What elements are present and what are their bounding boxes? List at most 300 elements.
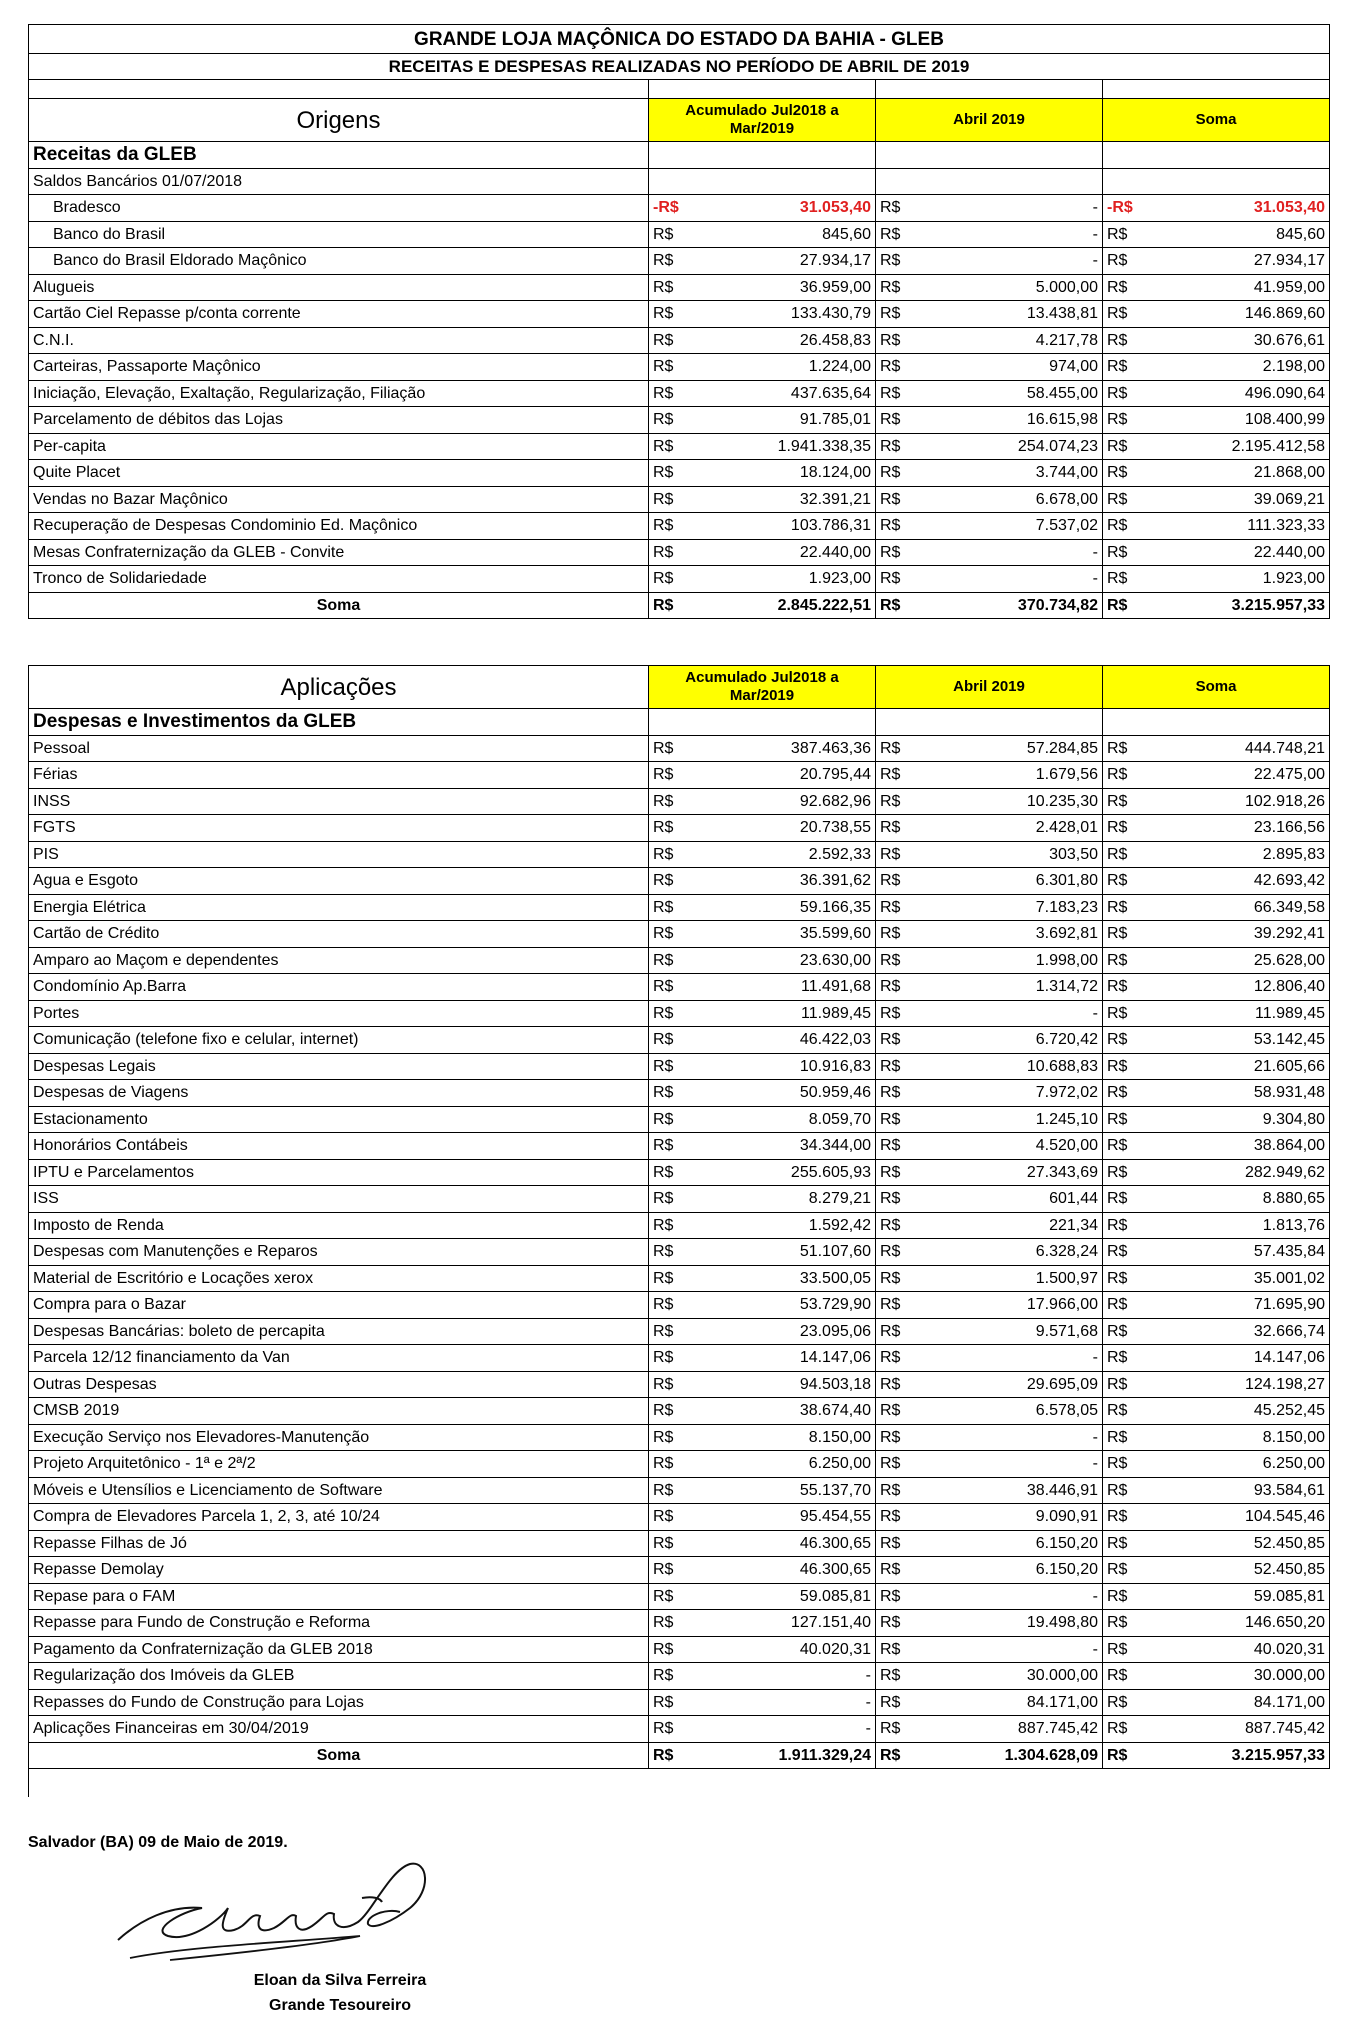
table-row (29, 1212, 1330, 1239)
currency-symbol: R$ (649, 1477, 685, 1504)
currency-symbol: R$ (1103, 354, 1139, 381)
month-value: 7.972,02 (912, 1080, 1103, 1107)
currency-symbol: R$ (1103, 1583, 1139, 1610)
accum-value: 387.463,36 (685, 735, 876, 762)
accum-value: 32.391,21 (685, 486, 876, 513)
currency-symbol: R$ (876, 1027, 912, 1054)
currency-symbol: R$ (876, 486, 912, 513)
month-value: 887.745,42 (912, 1716, 1103, 1743)
currency-symbol: R$ (876, 947, 912, 974)
signer-block (230, 1968, 450, 2018)
currency-symbol: R$ (1103, 513, 1139, 540)
month-value: 6.150,20 (912, 1557, 1103, 1584)
currency-symbol: R$ (876, 788, 912, 815)
currency-symbol: R$ (1103, 1159, 1139, 1186)
currency-symbol: R$ (649, 1080, 685, 1107)
row-label: Comunicação (telefone fixo e celular, internet) (29, 1027, 649, 1054)
month-value: - (912, 1345, 1103, 1372)
month-value: 1.679,56 (912, 762, 1103, 789)
month-value: - (912, 1636, 1103, 1663)
currency-symbol: R$ (1103, 592, 1139, 619)
accum-value: 34.344,00 (685, 1133, 876, 1160)
accum-value: 14.147,06 (685, 1345, 876, 1372)
currency-symbol: R$ (1103, 486, 1139, 513)
row-label: Despesas Bancárias: boleto de percapita (29, 1318, 649, 1345)
total-month: 370.734,82 (912, 592, 1103, 619)
currency-symbol: R$ (649, 921, 685, 948)
sum-value: 66.349,58 (1139, 894, 1330, 921)
table-row (29, 1239, 1330, 1266)
row-label: Portes (29, 1000, 649, 1027)
currency-symbol: R$ (649, 1689, 685, 1716)
table-row (29, 407, 1330, 434)
table-row (29, 1318, 1330, 1345)
row-label: Execução Serviço nos Elevadores-Manutenção (29, 1424, 649, 1451)
month-value: 6.720,42 (912, 1027, 1103, 1054)
accum-value: 94.503,18 (685, 1371, 876, 1398)
currency-symbol: R$ (876, 195, 912, 222)
month-value: 601,44 (912, 1186, 1103, 1213)
month-value: - (912, 1451, 1103, 1478)
sum-value: 9.304,80 (1139, 1106, 1330, 1133)
col-header-accum: Acumulado Jul2018 a Mar/2019 (649, 666, 876, 709)
row-label: PIS (29, 841, 649, 868)
table-row (29, 380, 1330, 407)
currency-symbol: R$ (876, 566, 912, 593)
currency-symbol: R$ (1103, 248, 1139, 275)
currency-symbol: R$ (876, 513, 912, 540)
row-label: Honorários Contábeis (29, 1133, 649, 1160)
accum-value: - (685, 1663, 876, 1690)
row-label: Pagamento da Confraternização da GLEB 2018 (29, 1636, 649, 1663)
currency-symbol: R$ (649, 1159, 685, 1186)
month-value: 17.966,00 (912, 1292, 1103, 1319)
accum-value: 26.458,83 (685, 327, 876, 354)
sum-value: 39.069,21 (1139, 486, 1330, 513)
currency-symbol: R$ (649, 513, 685, 540)
accum-value: 50.959,46 (685, 1080, 876, 1107)
currency-symbol: R$ (1103, 921, 1139, 948)
currency-symbol: R$ (649, 1133, 685, 1160)
sum-value: 1.813,76 (1139, 1212, 1330, 1239)
table-row (29, 301, 1330, 328)
currency-symbol: R$ (876, 327, 912, 354)
table-row (29, 486, 1330, 513)
currency-symbol: R$ (876, 1504, 912, 1531)
currency-symbol: R$ (876, 1398, 912, 1425)
table-row (29, 1345, 1330, 1372)
currency-symbol: R$ (649, 539, 685, 566)
currency-symbol: R$ (649, 1530, 685, 1557)
table-row (29, 1689, 1330, 1716)
signer-role: Grande Tesoureiro (269, 1997, 411, 2014)
month-value: 13.438,81 (912, 301, 1103, 328)
sum-value: 71.695,90 (1139, 1292, 1330, 1319)
table-row (29, 566, 1330, 593)
currency-symbol: R$ (876, 407, 912, 434)
row-label: Amparo ao Maçom e dependentes (29, 947, 649, 974)
table-row (29, 274, 1330, 301)
currency-symbol: R$ (876, 1159, 912, 1186)
month-value: - (912, 566, 1103, 593)
signer-name: Eloan da Silva Ferreira (253, 1972, 427, 1989)
table-row (29, 1610, 1330, 1637)
row-label: ISS (29, 1186, 649, 1213)
currency-symbol: R$ (1103, 301, 1139, 328)
row-label: Recuperação de Despesas Condominio Ed. Maçônico (29, 513, 649, 540)
table-row (29, 1663, 1330, 1690)
currency-symbol: R$ (876, 815, 912, 842)
month-value: 6.150,20 (912, 1530, 1103, 1557)
currency-symbol: R$ (1103, 1663, 1139, 1690)
accum-value: 59.085,81 (685, 1583, 876, 1610)
table-row (29, 788, 1330, 815)
table-row (29, 815, 1330, 842)
currency-symbol: R$ (649, 1716, 685, 1743)
table-row (29, 868, 1330, 895)
currency-symbol: R$ (1103, 1106, 1139, 1133)
currency-symbol: R$ (649, 460, 685, 487)
currency-symbol: R$ (1103, 1636, 1139, 1663)
sum-value: 45.252,45 (1139, 1398, 1330, 1425)
currency-symbol: R$ (876, 1610, 912, 1637)
month-value: 7.537,02 (912, 513, 1103, 540)
currency-symbol: R$ (876, 1186, 912, 1213)
currency-symbol: R$ (649, 868, 685, 895)
sum-value: 887.745,42 (1139, 1716, 1330, 1743)
currency-symbol: R$ (649, 788, 685, 815)
accum-value: 133.430,79 (685, 301, 876, 328)
currency-symbol: R$ (876, 1265, 912, 1292)
accum-value: 35.599,60 (685, 921, 876, 948)
table-row (29, 1371, 1330, 1398)
currency-symbol: R$ (876, 1239, 912, 1266)
currency-symbol: -R$ (649, 195, 685, 222)
table-row (29, 974, 1330, 1001)
currency-symbol: R$ (1103, 735, 1139, 762)
signature-image (110, 1850, 490, 1975)
currency-symbol: R$ (876, 1106, 912, 1133)
sum-value: 38.864,00 (1139, 1133, 1330, 1160)
currency-symbol: R$ (649, 1371, 685, 1398)
accum-value: 20.738,55 (685, 815, 876, 842)
currency-symbol: R$ (876, 592, 912, 619)
currency-symbol: R$ (1103, 974, 1139, 1001)
row-label: IPTU e Parcelamentos (29, 1159, 649, 1186)
accum-value: 20.795,44 (685, 762, 876, 789)
month-value: 6.678,00 (912, 486, 1103, 513)
currency-symbol: R$ (876, 1292, 912, 1319)
currency-symbol: R$ (649, 1742, 685, 1769)
month-value: 1.245,10 (912, 1106, 1103, 1133)
total-sum: 3.215.957,33 (1139, 1742, 1330, 1769)
currency-symbol: R$ (649, 1265, 685, 1292)
sum-value: 52.450,85 (1139, 1530, 1330, 1557)
sum-value: 496.090,64 (1139, 380, 1330, 407)
row-label: FGTS (29, 815, 649, 842)
aplicacoes-table (28, 665, 1330, 1769)
sum-value: 53.142,45 (1139, 1027, 1330, 1054)
month-value: 19.498,80 (912, 1610, 1103, 1637)
currency-symbol: R$ (1103, 1027, 1139, 1054)
total-sum: 3.215.957,33 (1139, 592, 1330, 619)
accum-value: 23.095,06 (685, 1318, 876, 1345)
table-row (29, 1106, 1330, 1133)
month-value: 57.284,85 (912, 735, 1103, 762)
row-label: Quite Placet (29, 460, 649, 487)
row-label: Parcelamento de débitos das Lojas (29, 407, 649, 434)
row-label: Regularização dos Imóveis da GLEB (29, 1663, 649, 1690)
sum-value: 39.292,41 (1139, 921, 1330, 948)
sum-value: 845,60 (1139, 221, 1330, 248)
currency-symbol: R$ (1103, 566, 1139, 593)
accum-value: 38.674,40 (685, 1398, 876, 1425)
sum-value: 6.250,00 (1139, 1451, 1330, 1478)
table-row (29, 841, 1330, 868)
sum-value: 2.198,00 (1139, 354, 1330, 381)
currency-symbol: R$ (649, 1557, 685, 1584)
currency-symbol: R$ (876, 380, 912, 407)
accum-value: 55.137,70 (685, 1477, 876, 1504)
table-row (29, 248, 1330, 275)
row-label: Compra de Elevadores Parcela 1, 2, 3, até 10/24 (29, 1504, 649, 1531)
month-value: - (912, 1583, 1103, 1610)
table-row (29, 921, 1330, 948)
col-header-accum: Acumulado Jul2018 a Mar/2019 (649, 99, 876, 142)
month-value: 9.571,68 (912, 1318, 1103, 1345)
sum-value: 59.085,81 (1139, 1583, 1330, 1610)
table-row (29, 1265, 1330, 1292)
currency-symbol: R$ (1103, 1371, 1139, 1398)
currency-symbol: R$ (1103, 947, 1139, 974)
currency-symbol: R$ (876, 1716, 912, 1743)
currency-symbol: R$ (649, 248, 685, 275)
currency-symbol: R$ (649, 947, 685, 974)
currency-symbol: R$ (1103, 1716, 1139, 1743)
currency-symbol: R$ (1103, 1345, 1139, 1372)
accum-value: 51.107,60 (685, 1239, 876, 1266)
currency-symbol: R$ (1103, 815, 1139, 842)
accum-value: 36.391,62 (685, 868, 876, 895)
currency-symbol: R$ (649, 1027, 685, 1054)
currency-symbol: R$ (649, 301, 685, 328)
month-value: - (912, 248, 1103, 275)
month-value: 221,34 (912, 1212, 1103, 1239)
sum-value: 35.001,02 (1139, 1265, 1330, 1292)
table-row (29, 894, 1330, 921)
sum-value: 8.150,00 (1139, 1424, 1330, 1451)
month-value: - (912, 1424, 1103, 1451)
row-label: Repasse para Fundo de Construção e Reforma (29, 1610, 649, 1637)
currency-symbol: R$ (1103, 460, 1139, 487)
currency-symbol: R$ (1103, 1292, 1139, 1319)
month-value: 7.183,23 (912, 894, 1103, 921)
place-date: Salvador (BA) 09 de Maio de 2019. (28, 1834, 288, 1851)
row-label: Outras Despesas (29, 1371, 649, 1398)
row-label: Bradesco (29, 195, 649, 222)
table-row (29, 513, 1330, 540)
table-row (29, 1477, 1330, 1504)
currency-symbol: R$ (649, 380, 685, 407)
row-label: Estacionamento (29, 1106, 649, 1133)
currency-symbol: R$ (1103, 1398, 1139, 1425)
currency-symbol: R$ (1103, 1318, 1139, 1345)
currency-symbol: R$ (1103, 1689, 1139, 1716)
currency-symbol: R$ (876, 1345, 912, 1372)
currency-symbol: R$ (649, 1451, 685, 1478)
accum-value: 31.053,40 (685, 195, 876, 222)
total-row (29, 1742, 1330, 1769)
currency-symbol: R$ (876, 894, 912, 921)
sum-value: 21.868,00 (1139, 460, 1330, 487)
sum-value: 22.440,00 (1139, 539, 1330, 566)
accum-value: - (685, 1689, 876, 1716)
total-label: Soma (29, 592, 649, 619)
accum-value: 46.300,65 (685, 1557, 876, 1584)
section-title: Receitas da GLEB (29, 142, 649, 169)
currency-symbol: R$ (649, 1663, 685, 1690)
accum-value: 46.300,65 (685, 1530, 876, 1557)
month-value: 10.235,30 (912, 788, 1103, 815)
accum-value: 437.635,64 (685, 380, 876, 407)
row-label: Material de Escritório e Locações xerox (29, 1265, 649, 1292)
row-label: Repase para o FAM (29, 1583, 649, 1610)
sum-value: 30.000,00 (1139, 1663, 1330, 1690)
currency-symbol: R$ (1103, 1133, 1139, 1160)
row-label: Despesas Legais (29, 1053, 649, 1080)
currency-symbol: R$ (1103, 539, 1139, 566)
month-value: 1.998,00 (912, 947, 1103, 974)
currency-symbol: R$ (649, 274, 685, 301)
total-label: Soma (29, 1742, 649, 1769)
sum-value: 23.166,56 (1139, 815, 1330, 842)
table-row (29, 1583, 1330, 1610)
row-label: Compra para o Bazar (29, 1292, 649, 1319)
month-value: 84.171,00 (912, 1689, 1103, 1716)
report-subtitle: RECEITAS E DESPESAS REALIZADAS NO PERÍODO DE ABRIL DE 2019 (29, 54, 1330, 80)
sum-value: 21.605,66 (1139, 1053, 1330, 1080)
currency-symbol: R$ (876, 1000, 912, 1027)
currency-symbol: R$ (649, 1424, 685, 1451)
col-header-month: Abril 2019 (876, 99, 1103, 142)
sum-value: 14.147,06 (1139, 1345, 1330, 1372)
sum-value: 27.934,17 (1139, 248, 1330, 275)
accum-value: 27.934,17 (685, 248, 876, 275)
sum-value: 108.400,99 (1139, 407, 1330, 434)
currency-symbol: R$ (649, 1106, 685, 1133)
sum-value: 41.959,00 (1139, 274, 1330, 301)
col-header-sum: Soma (1103, 666, 1330, 709)
row-label: Condomínio Ap.Barra (29, 974, 649, 1001)
table-row (29, 327, 1330, 354)
month-value: - (912, 195, 1103, 222)
table-row (29, 1424, 1330, 1451)
currency-symbol: R$ (649, 327, 685, 354)
currency-symbol: R$ (649, 735, 685, 762)
accum-value: 46.422,03 (685, 1027, 876, 1054)
currency-symbol: R$ (876, 921, 912, 948)
currency-symbol: R$ (1103, 1080, 1139, 1107)
currency-symbol: R$ (1103, 1239, 1139, 1266)
row-label: Parcela 12/12 financiamento da Van (29, 1345, 649, 1372)
report-title: GRANDE LOJA MAÇÔNICA DO ESTADO DA BAHIA - GLEB (29, 25, 1330, 54)
row-label: Mesas Confraternização da GLEB - Convite (29, 539, 649, 566)
currency-symbol: R$ (876, 248, 912, 275)
table-row (29, 539, 1330, 566)
table-row (29, 1133, 1330, 1160)
currency-symbol: R$ (876, 974, 912, 1001)
currency-symbol: R$ (876, 1371, 912, 1398)
total-accum: 1.911.329,24 (685, 1742, 876, 1769)
currency-symbol: R$ (876, 1451, 912, 1478)
month-value: 254.074,23 (912, 433, 1103, 460)
sum-value: 93.584,61 (1139, 1477, 1330, 1504)
sum-value: 111.323,33 (1139, 513, 1330, 540)
currency-symbol: R$ (649, 815, 685, 842)
accum-value: 59.166,35 (685, 894, 876, 921)
currency-symbol: R$ (1103, 327, 1139, 354)
row-label: Despesas de Viagens (29, 1080, 649, 1107)
table-row (29, 1053, 1330, 1080)
row-label: Despesas com Manutenções e Reparos (29, 1239, 649, 1266)
currency-symbol: R$ (876, 1742, 912, 1769)
sum-value: 124.198,27 (1139, 1371, 1330, 1398)
section-title: Despesas e Investimentos da GLEB (29, 709, 649, 736)
sum-value: 32.666,74 (1139, 1318, 1330, 1345)
table-row (29, 1451, 1330, 1478)
currency-symbol: R$ (1103, 380, 1139, 407)
origens-heading: Origens (29, 99, 649, 142)
total-month: 1.304.628,09 (912, 1742, 1103, 1769)
currency-symbol: R$ (1103, 894, 1139, 921)
currency-symbol: R$ (1103, 1265, 1139, 1292)
sum-value: 8.880,65 (1139, 1186, 1330, 1213)
aplicacoes-heading: Aplicações (29, 666, 649, 709)
sum-value: 444.748,21 (1139, 735, 1330, 762)
sum-value: 146.869,60 (1139, 301, 1330, 328)
accum-value: 1.941.338,35 (685, 433, 876, 460)
accum-value: 1.592,42 (685, 1212, 876, 1239)
month-value: 27.343,69 (912, 1159, 1103, 1186)
table-row (29, 1504, 1330, 1531)
accum-value: 40.020,31 (685, 1636, 876, 1663)
accum-value: 10.916,83 (685, 1053, 876, 1080)
currency-symbol: R$ (876, 274, 912, 301)
currency-symbol: R$ (1103, 1610, 1139, 1637)
currency-symbol: R$ (649, 1504, 685, 1531)
currency-symbol: R$ (649, 1583, 685, 1610)
origens-table (28, 24, 1330, 619)
currency-symbol: R$ (876, 1557, 912, 1584)
currency-symbol: R$ (649, 894, 685, 921)
total-accum: 2.845.222,51 (685, 592, 876, 619)
sum-value: 12.806,40 (1139, 974, 1330, 1001)
month-value: - (912, 1000, 1103, 1027)
sum-value: 11.989,45 (1139, 1000, 1330, 1027)
row-label: INSS (29, 788, 649, 815)
row-label: Banco do Brasil Eldorado Maçônico (29, 248, 649, 275)
row-label: C.N.I. (29, 327, 649, 354)
currency-symbol: -R$ (1103, 195, 1139, 222)
table-row (29, 735, 1330, 762)
currency-symbol: R$ (1103, 1477, 1139, 1504)
currency-symbol: R$ (876, 1318, 912, 1345)
month-value: 16.615,98 (912, 407, 1103, 434)
currency-symbol: R$ (876, 1689, 912, 1716)
month-value: 6.578,05 (912, 1398, 1103, 1425)
accum-value: 8.059,70 (685, 1106, 876, 1133)
table-row (29, 1000, 1330, 1027)
